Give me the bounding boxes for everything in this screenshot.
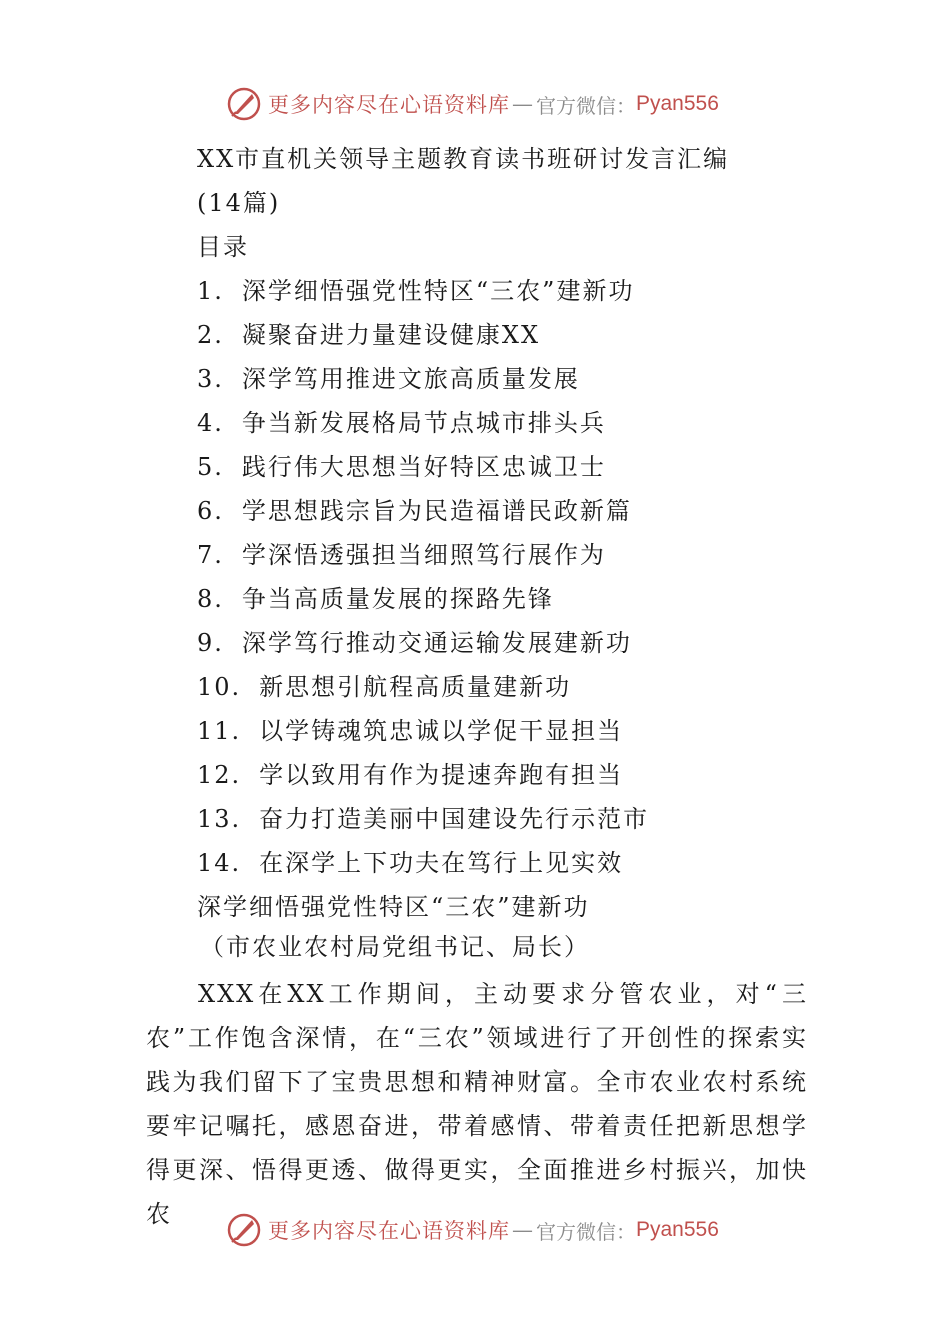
toc-item [197, 276, 634, 306]
document-count: (14篇) [197, 189, 281, 217]
toc-item-title: 学以致用有作为提速奔跑有担当 [259, 761, 624, 789]
toc-item-title: 奋力打造美丽中国建设先行示范市 [259, 805, 650, 833]
toc-item-title: 争当新发展格局节点城市排头兵 [241, 409, 606, 437]
toc-item [197, 760, 623, 790]
toc-item-title: 深学笃用推进文旅高质量发展 [241, 365, 580, 393]
toc-item [197, 716, 623, 746]
toc-item-number: 13. [197, 805, 242, 833]
toc-item-title: 在深学上下功夫在笃行上见实效 [259, 849, 624, 877]
toc-item-title: 深学笃行推动交通运输发展建新功 [241, 629, 632, 657]
toc-item-number: 12. [197, 761, 242, 789]
quill-logo-icon [226, 1212, 262, 1248]
toc-heading: 目录 [197, 233, 249, 261]
toc-item [197, 848, 623, 878]
watermark-wechat-label: 官方微信： [536, 93, 636, 118]
watermark-separator: — [512, 1218, 534, 1242]
watermark-footer [226, 1210, 719, 1250]
toc-item-number: 3. [197, 365, 224, 393]
toc-item-title: 学思想践宗旨为民造福谱民政新篇 [241, 497, 632, 525]
toc-item-number: 2. [197, 321, 224, 349]
toc-item-title: 新思想引航程高质量建新功 [259, 673, 572, 701]
section-author: （市农业农村局党组书记、局长） [200, 933, 590, 961]
toc-item-title: 深学细悟强党性特区“三农”建新功 [241, 277, 635, 305]
toc-item-title: 践行伟大思想当好特区忠诚卫士 [241, 453, 606, 481]
toc-item [197, 804, 649, 834]
toc-item [197, 408, 606, 438]
toc-item-title: 争当高质量发展的探路先锋 [241, 585, 554, 613]
toc-item-number: 7. [197, 541, 224, 569]
toc-item-number: 10. [197, 673, 242, 701]
watermark-site-text: 更多内容尽在心语资料库 [268, 93, 510, 117]
toc-item-number: 14. [197, 849, 242, 877]
toc-item-title: 以学铸魂筑忠诚以学促干显担当 [259, 717, 624, 745]
watermark-wechat-id: Pyan556 [636, 92, 719, 115]
watermark-site-text: 更多内容尽在心语资料库 [268, 1219, 510, 1243]
toc-item [197, 584, 554, 614]
toc-item-number: 6. [197, 497, 224, 525]
watermark-wechat-id: Pyan556 [636, 1218, 719, 1241]
body-paragraph: XXX在XX工作期间，主动要求分管农业，对“三农”工作饱含深情，在“三农”领域进行了开创性的探索实践为我们留下了宝贵思想和精神财富。全市农业农村系统要牢记嘱托，感恩奋进，带着感情、带着责任把新思想学得更深、悟得更透、做得更实，全面推进乡村振兴，加快农 [146, 980, 808, 1228]
toc-item-number: 8. [197, 585, 224, 613]
toc-item-number: 5. [197, 453, 224, 481]
toc-item [197, 496, 632, 526]
watermark-separator: — [512, 92, 534, 116]
toc-item-number: 4. [197, 409, 224, 437]
document-title: XX市直机关领导主题教育读书班研讨发言汇编 [197, 145, 730, 173]
toc-item [197, 628, 632, 658]
toc-item-number: 1. [197, 277, 224, 305]
watermark-header [226, 84, 719, 124]
watermark-wechat-label: 官方微信： [536, 1219, 636, 1244]
toc-item-number: 9. [197, 629, 224, 657]
section-title: 深学细悟强党性特区“三农”建新功 [197, 893, 590, 921]
toc-item [197, 452, 606, 482]
toc-item-title: 凝聚奋进力量建设健康XX [241, 321, 541, 349]
toc-item [197, 672, 571, 702]
toc-item-title: 学深悟透强担当细照笃行展作为 [241, 541, 606, 569]
toc-item [197, 320, 540, 350]
toc-item-number: 11. [197, 717, 242, 745]
toc-item [197, 364, 580, 394]
quill-logo-icon [226, 86, 262, 122]
toc-item [197, 540, 606, 570]
